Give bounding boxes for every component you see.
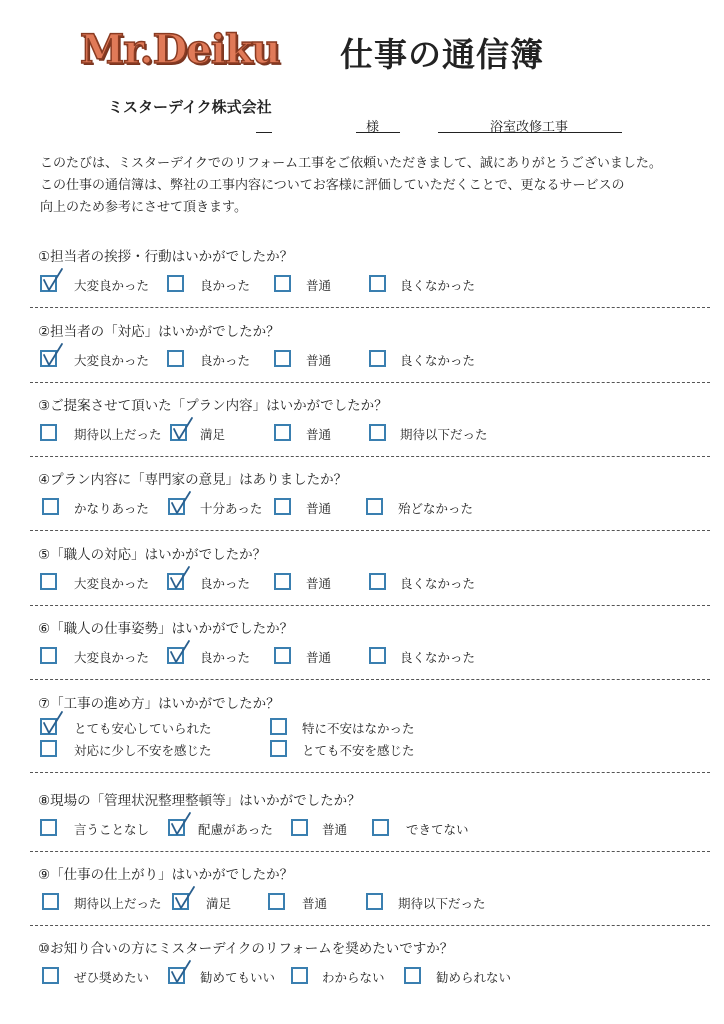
section-divider — [30, 851, 710, 852]
option-label: ぜひ奨めたい — [74, 970, 150, 985]
option-label: とても安心していられた — [74, 721, 212, 736]
checkbox-square[interactable] — [40, 424, 57, 441]
checkbox-square[interactable] — [291, 819, 308, 836]
checkbox-square[interactable] — [42, 893, 59, 910]
checkmark-icon — [42, 710, 64, 736]
option-label: かなりあった — [74, 501, 149, 516]
intro-text — [40, 153, 700, 219]
intro-line-1: このたびは、ミスターデイクでのリフォーム工事をご依頼いただきまして、誠にありがとうございました。 — [40, 156, 662, 171]
question-title: ④プラン内容に「専門家の意見」はありましたか？ — [38, 472, 348, 488]
option-checkbox[interactable] — [369, 573, 570, 593]
question-title: ②担当者の「対応」はいかがでしたか？ — [38, 324, 280, 340]
section-divider — [30, 925, 710, 926]
question-title: ①担当者の挨拶・行動はいかがでしたか？ — [38, 249, 294, 265]
checkbox-square[interactable] — [167, 275, 184, 292]
checkbox-square[interactable] — [42, 967, 59, 984]
option-label: とても不安を感じた — [302, 743, 415, 758]
option-label: わからない — [322, 970, 385, 985]
checkbox-square[interactable] — [404, 967, 421, 984]
checkbox-square[interactable] — [274, 424, 291, 441]
checkmark-icon — [170, 490, 192, 516]
option-label: 期待以下だった — [398, 896, 486, 911]
intro-line-3: 向上のため参考にさせて頂きます。 — [40, 200, 247, 215]
option-checkbox[interactable] — [369, 350, 570, 370]
sama-label: 様 — [366, 120, 380, 135]
checkbox-square[interactable] — [274, 275, 291, 292]
checkbox-square[interactable] — [366, 893, 383, 910]
checkbox-square[interactable] — [369, 424, 386, 441]
option-label: 特に不安はなかった — [302, 721, 415, 736]
option-label: 良かった — [200, 650, 251, 665]
option-checkbox[interactable] — [270, 740, 472, 760]
option-checkbox[interactable] — [372, 819, 576, 839]
checkbox-square[interactable] — [274, 350, 291, 367]
option-label: 期待以下だった — [400, 427, 488, 442]
checkbox-square[interactable] — [40, 819, 57, 836]
checkbox-square[interactable] — [42, 498, 59, 515]
company-logo: Mr.Deiku — [80, 26, 280, 73]
checkbox-square[interactable] — [366, 498, 383, 515]
section-divider — [30, 307, 710, 308]
option-checkbox[interactable] — [404, 967, 606, 987]
checkmark-icon — [169, 639, 191, 665]
form-title: 仕事の通信簿 — [340, 35, 544, 74]
checkmark-icon — [170, 959, 192, 985]
option-label: 普通 — [306, 278, 332, 293]
option-checkbox[interactable] — [369, 424, 570, 444]
option-label: 良くなかった — [400, 576, 476, 591]
option-label: 良くなかった — [400, 650, 476, 665]
question-title: ⑤「職人の対応」はいかがでしたか？ — [38, 547, 267, 563]
checkmark-icon — [172, 416, 194, 442]
checkbox-square[interactable] — [40, 647, 57, 664]
option-label: 良くなかった — [400, 353, 476, 368]
checkbox-square[interactable] — [369, 573, 386, 590]
checkbox-square[interactable] — [270, 740, 287, 757]
option-label: 大変良かった — [74, 278, 150, 293]
option-checkbox[interactable] — [40, 740, 244, 760]
option-checkbox[interactable] — [366, 498, 568, 518]
company-name: ミスターデイク株式会社 — [108, 98, 272, 116]
option-label: 普通 — [306, 501, 332, 516]
intro-line-2: この仕事の通信簿は、弊社の工事内容についてお客様に評価していただくことで、更なるサービスの — [40, 178, 625, 193]
checkbox-square[interactable] — [291, 967, 308, 984]
checkbox-square[interactable] — [274, 647, 291, 664]
option-label: 満足 — [200, 427, 226, 442]
question-title: ③ご提案させて頂いた「プラン内容」はいかがでしたか？ — [38, 398, 388, 414]
checkbox-square[interactable] — [372, 819, 389, 836]
option-label: 大変良かった — [74, 353, 150, 368]
option-label: 普通 — [306, 353, 332, 368]
section-divider — [30, 382, 710, 383]
option-checkbox[interactable] — [369, 647, 570, 667]
section-divider — [30, 605, 710, 606]
question-title: ⑥「職人の仕事姿勢」はいかがでしたか？ — [38, 621, 294, 637]
option-checkbox[interactable] — [366, 893, 568, 913]
section-divider — [30, 679, 710, 680]
section-divider — [30, 456, 710, 457]
checkbox-square[interactable] — [369, 647, 386, 664]
option-label: 普通 — [306, 576, 332, 591]
customer-name-line — [256, 132, 272, 133]
option-label: 普通 — [306, 427, 332, 442]
option-label: 期待以上だった — [74, 427, 162, 442]
option-label: 十分あった — [200, 501, 263, 516]
checkmark-icon — [169, 565, 191, 591]
option-label: 良かった — [200, 576, 251, 591]
form-header — [0, 0, 724, 140]
option-label: できてない — [406, 822, 469, 837]
option-label: 配慮があった — [198, 822, 273, 837]
option-label: 普通 — [302, 896, 328, 911]
option-label: 殆どなかった — [398, 501, 474, 516]
checkbox-square[interactable] — [274, 573, 291, 590]
section-divider — [30, 530, 710, 531]
option-label: 大変良かった — [74, 650, 150, 665]
option-checkbox[interactable] — [369, 275, 570, 295]
option-label: 良かった — [200, 353, 251, 368]
option-label: 言うことなし — [74, 822, 150, 837]
checkmark-icon — [170, 811, 192, 837]
checkbox-square[interactable] — [274, 498, 291, 515]
checkbox-square[interactable] — [268, 893, 285, 910]
work-name: 浴室改修工事 — [490, 120, 569, 135]
checkbox-square[interactable] — [369, 350, 386, 367]
checkmark-icon — [42, 267, 64, 293]
checkbox-square[interactable] — [270, 718, 287, 735]
option-label: 普通 — [306, 650, 332, 665]
checkbox-square[interactable] — [167, 350, 184, 367]
checkbox-square[interactable] — [40, 573, 57, 590]
checkmark-icon — [42, 342, 64, 368]
option-label: 勧められない — [436, 970, 512, 985]
question-title: ⑧現場の「管理状況整理整頓等」はいかがでしたか？ — [38, 793, 361, 809]
option-checkbox[interactable] — [40, 718, 244, 738]
option-label: 満足 — [206, 896, 232, 911]
question-title: ⑨「仕事の仕上がり」はいかがでしたか？ — [38, 867, 294, 883]
checkbox-square[interactable] — [369, 275, 386, 292]
question-title: ⑩お知り合いの方にミスターデイクのリフォームを奨めたいですか？ — [38, 941, 454, 957]
option-checkbox[interactable] — [270, 718, 472, 738]
checkbox-square[interactable] — [40, 740, 57, 757]
option-label: 大変良かった — [74, 576, 150, 591]
section-divider — [30, 772, 710, 773]
checkmark-icon — [174, 885, 196, 911]
option-label: 普通 — [322, 822, 348, 837]
option-label: 期待以上だった — [74, 896, 162, 911]
option-label: 勧めてもいい — [200, 970, 276, 985]
option-label: 良くなかった — [400, 278, 476, 293]
option-label: 対応に少し不安を感じた — [74, 743, 212, 758]
question-title: ⑦「工事の進め方」はいかがでしたか？ — [38, 696, 280, 712]
option-label: 良かった — [200, 278, 251, 293]
